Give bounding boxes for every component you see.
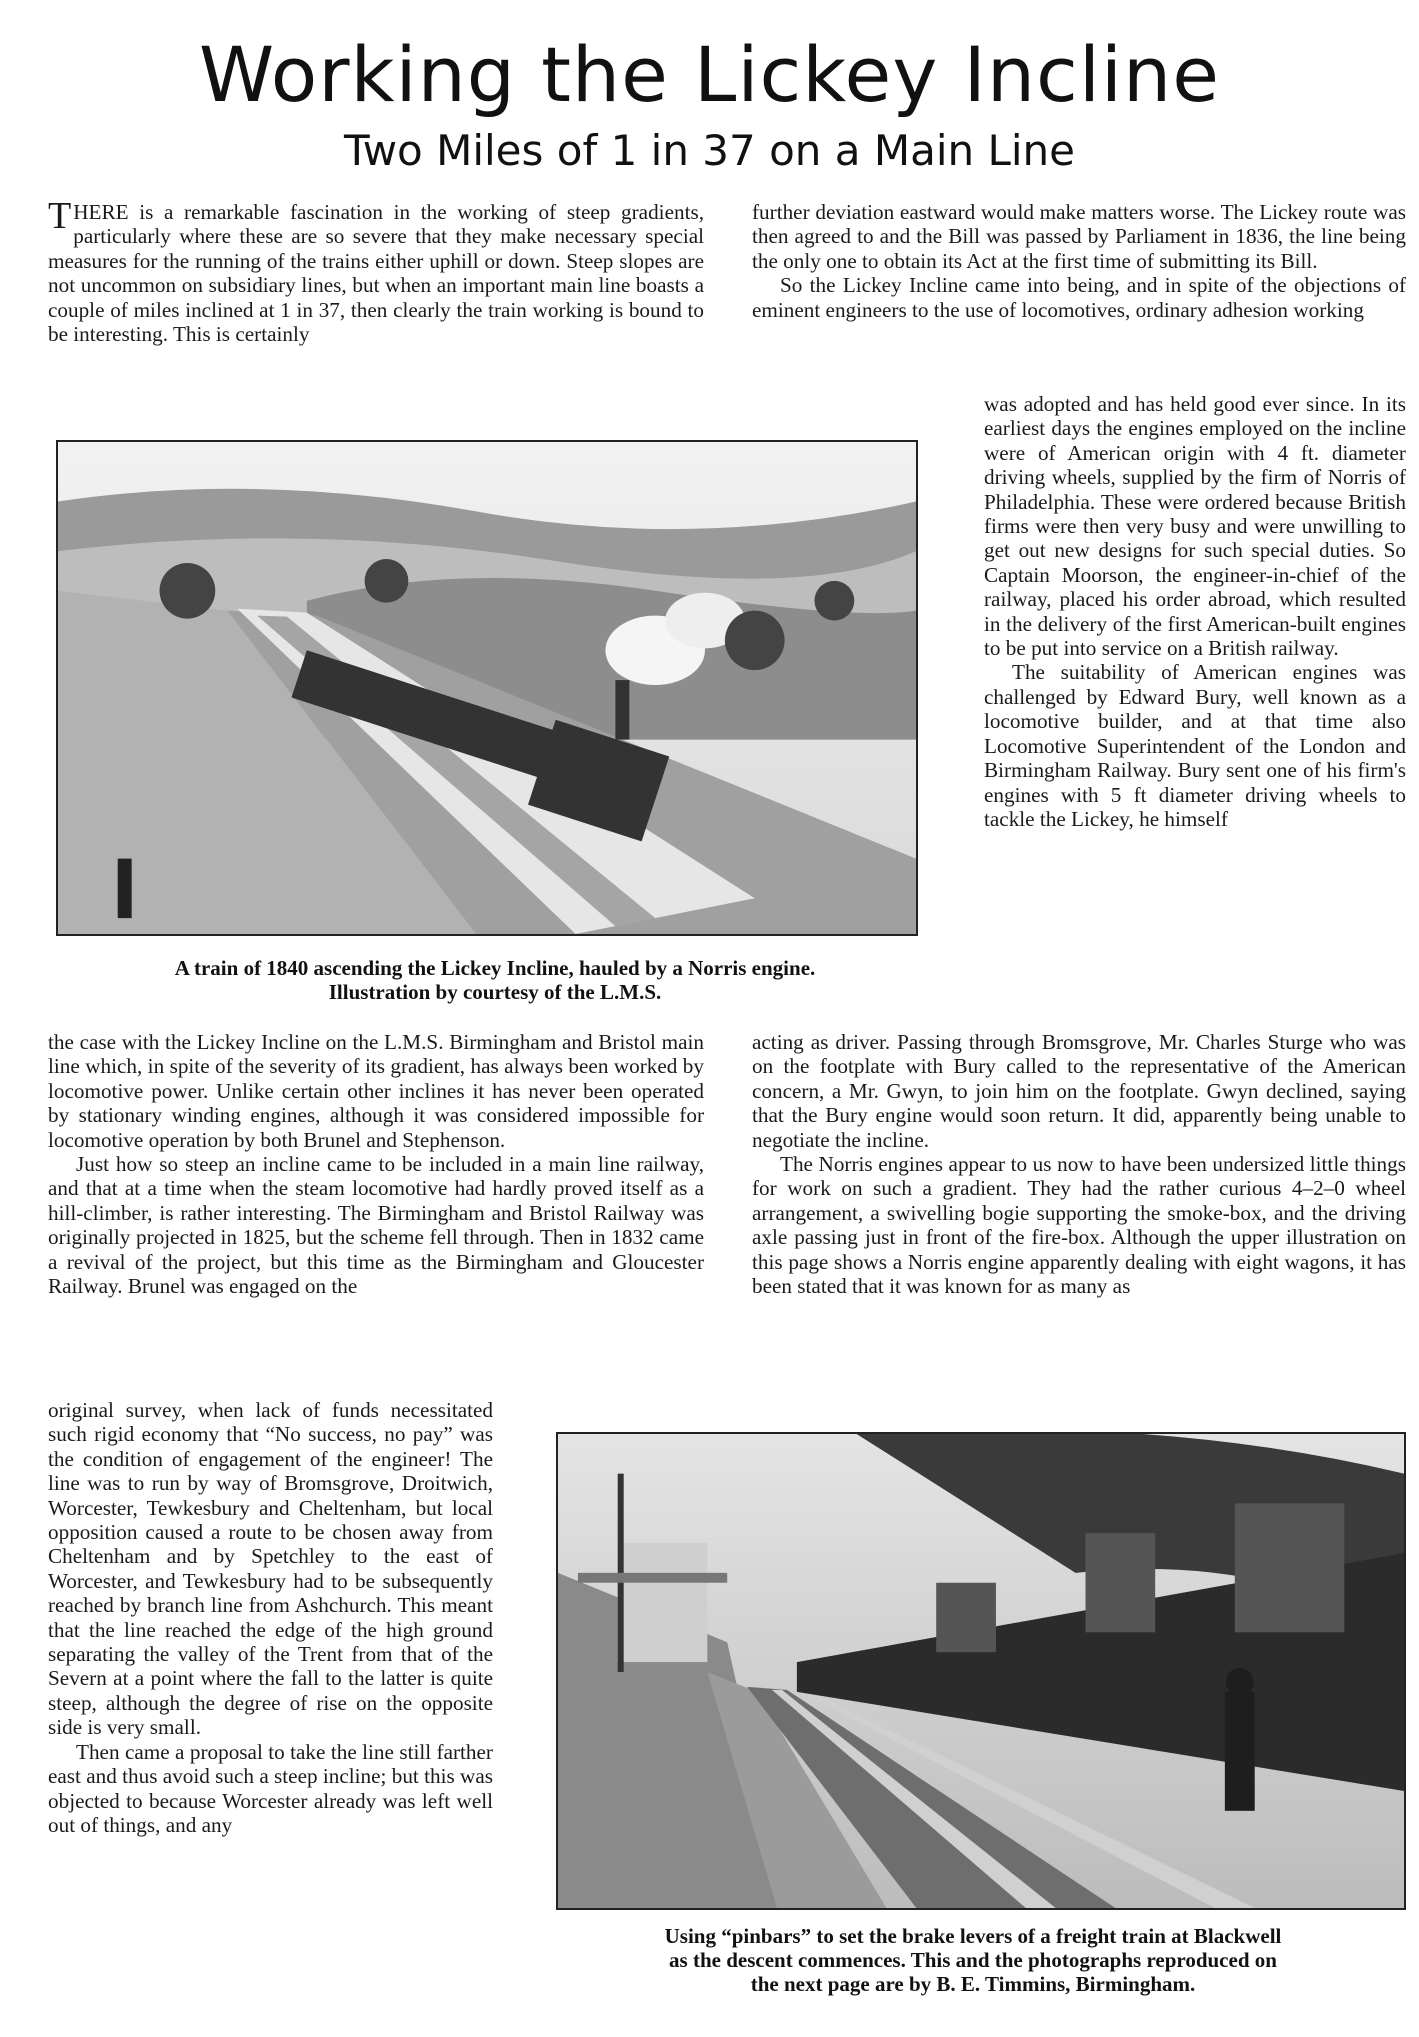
col2-mid-para-2: The Norris engines appear to us now to have been undersized little things for work on such a gradient. They had the rather curious 4–2–0 wheel arrangement, a swivelling bogie supporting the smoke-box, and the driving axle passing just in front of the fire-box. Although the upper illustration on this page shows a Norris engine apparently dealing with eight wagons, it has been stated that it was known for as many as xyxy=(752,1152,1406,1299)
col2-beside-para-2: The suitability of American engines was challenged by Edward Bury, well known as a locomotive builder, and at that time also Locomotive Superintendent of the London and Birmingham Railway. Bury sent one of his firm's engines with 5 ft diameter driving wheels to tackle the Lickey, he himself xyxy=(984,660,1406,831)
col2-beside-para-1: was adopted and has held good ever since. In its earliest days the engines employed on the incline were of American origin with 4 ft. diameter driving wheels, supplied by the firm of Norris of Philadelphia. These were ordered because British firms were then very busy and were unwilling to get out new designs for such special duties. So Captain Moorson, the engineer-in-chief of the railway, placed his order abroad, which resulted in the delivery of the first American-built engines to be put into service on a British railway. xyxy=(984,392,1406,661)
col1-narrow-para-2: Then came a proposal to take the line still farther east and thus avoid such a steep incline; but this was objected to because Worcester already was left well out of things, and any xyxy=(48,1739,493,1837)
col2-beside-text xyxy=(984,392,1406,831)
col2-mid-text xyxy=(752,1030,1406,1298)
figure2-caption-line2: as the descent commences. This and the photographs reproduced on xyxy=(669,1948,1277,1972)
figure2-caption-line3: the next page are by B. E. Timmins, Birmingham. xyxy=(750,1972,1196,1996)
drop-cap: T xyxy=(48,195,72,237)
figure2-caption xyxy=(538,1924,1408,1996)
intro-paragraph xyxy=(48,195,704,347)
page-subtitle: Two Miles of 1 in 37 on a Main Line xyxy=(344,126,1075,175)
blackwell-freight-photo xyxy=(556,1432,1406,1910)
col1-narrow-para-1: original survey, when lack of funds necessitated such rigid economy that “No success, no pay” was the condition of engagement of the engineer! The line was to run by way of Bromsgrove, Droitwich, Worcester, Tewkesbury and Cheltenham, but local opposition caused a route to be chosen away from Cheltenham and by Spetchley to the east of Worcester, and Tewkesbury had to be subsequently reached by branch line from Ashchurch. This meant that the line reached the edge of the high ground separating the valley of the Trent from that of the Severn at a point where the fall to the latter is quite steep, although the degree of rise on the opposite side is very small. xyxy=(48,1398,493,1740)
figure1-caption xyxy=(30,956,960,1004)
col2-para-1: further deviation eastward would make matters worse. The Lickey route was then agreed to and the Bill was passed by Parliament in 1836, the line being the only one to obtain its Act at the first time of submitting its Bill. xyxy=(752,200,1406,273)
col1-mid-text xyxy=(48,1030,704,1298)
col1-narrow-text xyxy=(48,1398,493,1837)
figure1-caption-line1: A train of 1840 ascending the Lickey Incline, hauled by a Norris engine. xyxy=(174,956,816,980)
figure2-caption-line1: Using “pinbars” to set the brake levers of a freight train at Blackwell xyxy=(664,1924,1282,1948)
col2-mid-para-1: acting as driver. Passing through Bromsgrove, Mr. Charles Sturge who was on the footplate with Bury called to the representative of the American concern, a Mr. Gwyn, to join him on the footplate. Gwyn declined, saying that the Bury engine would soon return. It did, apparently being unable to negotiate the incline. xyxy=(752,1030,1406,1152)
norris-engine-illustration xyxy=(56,440,918,936)
col1-mid-para-2: Just how so steep an incline came to be included in a main line railway, and that at a time when the steam locomotive had hardly proved itself as a hill-climber, is rather interesting. The Birmingham and Bristol Railway was originally projected in 1825, but the scheme fell through. Then in 1832 came a revival of the project, but this time as the Birmingham and Gloucester Railway. Brunel was engaged on the xyxy=(48,1152,704,1299)
col1-top-text xyxy=(48,195,704,347)
figure1-caption-line2: Illustration by courtesy of the L.M.S. xyxy=(328,980,662,1004)
col2-para-2: So the Lickey Incline came into being, and in spite of the objections of eminent engineers to the use of locomotives, ordinary adhesion working xyxy=(752,273,1406,322)
col1-mid-para-1: the case with the Lickey Incline on the L.M.S. Birmingham and Bristol main line which, in spite of the severity of its gradient, has always been worked by locomotive power. Unlike certain other inclines it has never been operated by stationary winding engines, although it was considered impossible for locomotive operation by both Brunel and Stephenson. xyxy=(48,1030,704,1152)
page-title: Working the Lickey Incline xyxy=(199,30,1220,119)
intro-text: HERE is a remarkable fascination in the working of steep gradients, particularly where these are so severe that they make necessary special measures for the running of the trains either uphill or down. Steep slopes are not uncommon on subsidiary lines, but when an important main line boasts a couple of miles inclined at 1 in 37, then clearly the train working is bound to be interesting. This is certainly xyxy=(48,200,704,347)
col2-top-text xyxy=(752,200,1406,322)
